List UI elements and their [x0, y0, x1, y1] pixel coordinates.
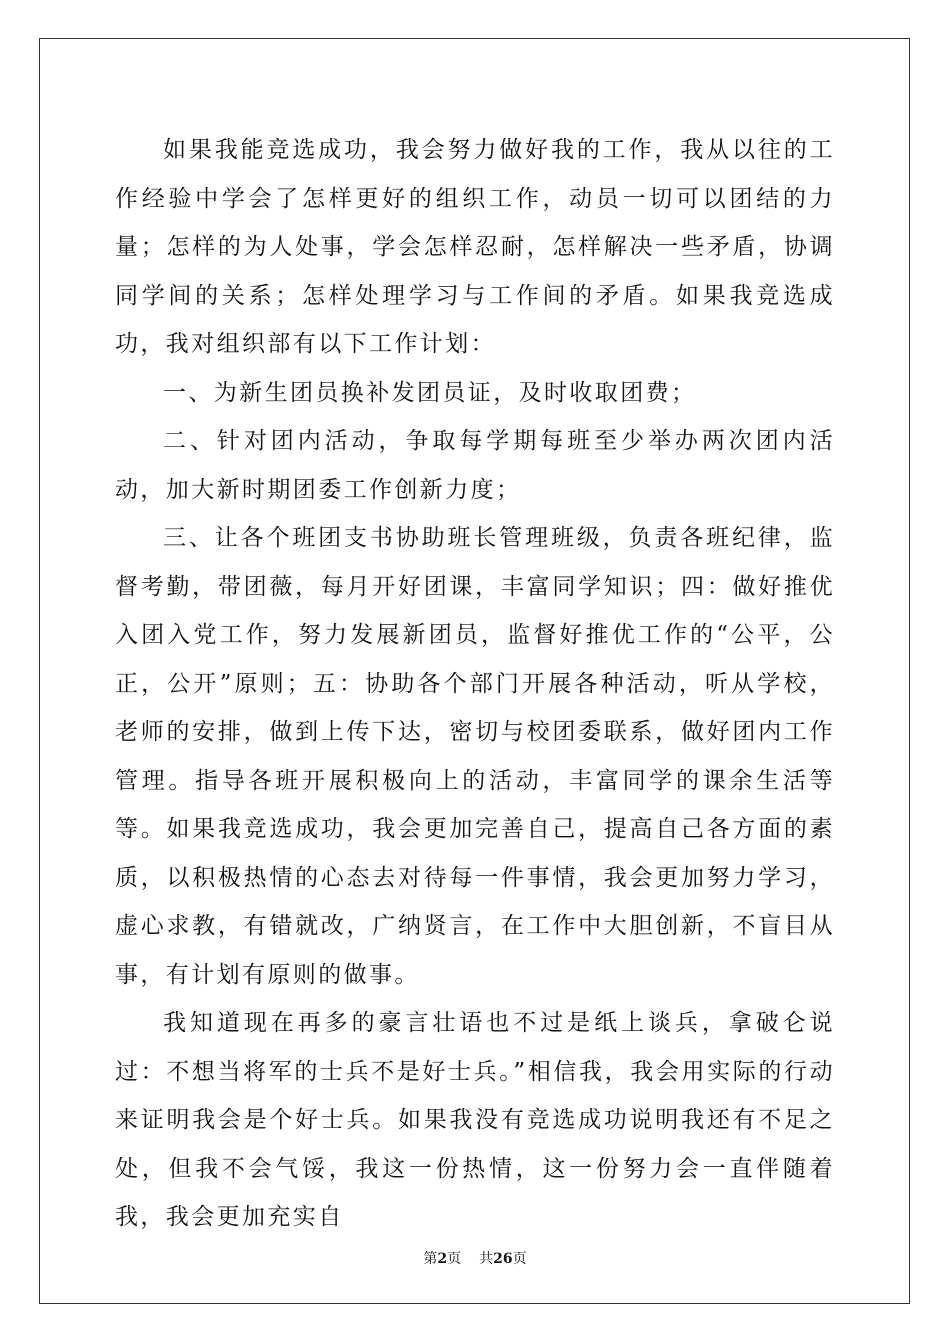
- page-footer: [0, 1248, 950, 1268]
- paragraph-4: 三、让各个班团支书协助班长管理班级，负责各班纪律，监督考勤，带团薇，每月开好团课，丰富同学知识；四：做好推优入团入党工作，努力发展新团员，监督好推优工作的“公平，公正，公开”原则；五：协助各个部门开展各种活动，听从学校，老师的安排，做到上传下达，密切与校团委联系，做好团内工作管理。指导各班开展积极向上的活动，丰富同学的课余生活等等。如果我竞选成功，我会更加完善自己，提高自己各方面的素质，以积极热情的心态去对待每一件事情，我会更加努力学习，虚心求教，有错就改，广纳贤言，在工作中大胆创新，不盲目从事，有计划有原则的做事。: [115, 525, 835, 988]
- total-prefix: 共: [479, 1251, 494, 1267]
- page-current: 2: [437, 1251, 448, 1267]
- paragraph-3: 二、针对团内活动，争取每学期每班至少举办两次团内活动，加大新时期团委工作创新力度；: [115, 428, 835, 503]
- total-unit: 页: [512, 1251, 527, 1267]
- paragraph-2: 一、为新生团员换补发团员证，及时收取团费；: [163, 379, 697, 406]
- page-prefix: 第: [423, 1251, 438, 1267]
- paragraph-1: 如果我能竞选成功，我会努力做好我的工作，我从以往的工作经验中学会了怎样更好的组织工作，动员一切可以团结的力量；怎样的为人处事，学会怎样忍耐，怎样解决一些矛盾，协调同学间的关系；怎样处理学习与工作间的矛盾。如果我竞选成功，我对组织部有以下工作计划：: [115, 137, 835, 357]
- document-body: [115, 126, 835, 1242]
- page-total: 26: [493, 1251, 513, 1267]
- paragraph-5: 我知道现在再多的豪言壮语也不过是纸上谈兵，拿破仑说过：不想当将军的士兵不是好士兵。”相信我，我会用实际的行动来证明我会是个好士兵。如果我没有竞选成功说明我还有不足之处，但我不会气馁，我这一份热情，这一份努力会一直伴随着我，我会更加充实自: [115, 1010, 835, 1230]
- page-unit: 页: [447, 1251, 462, 1267]
